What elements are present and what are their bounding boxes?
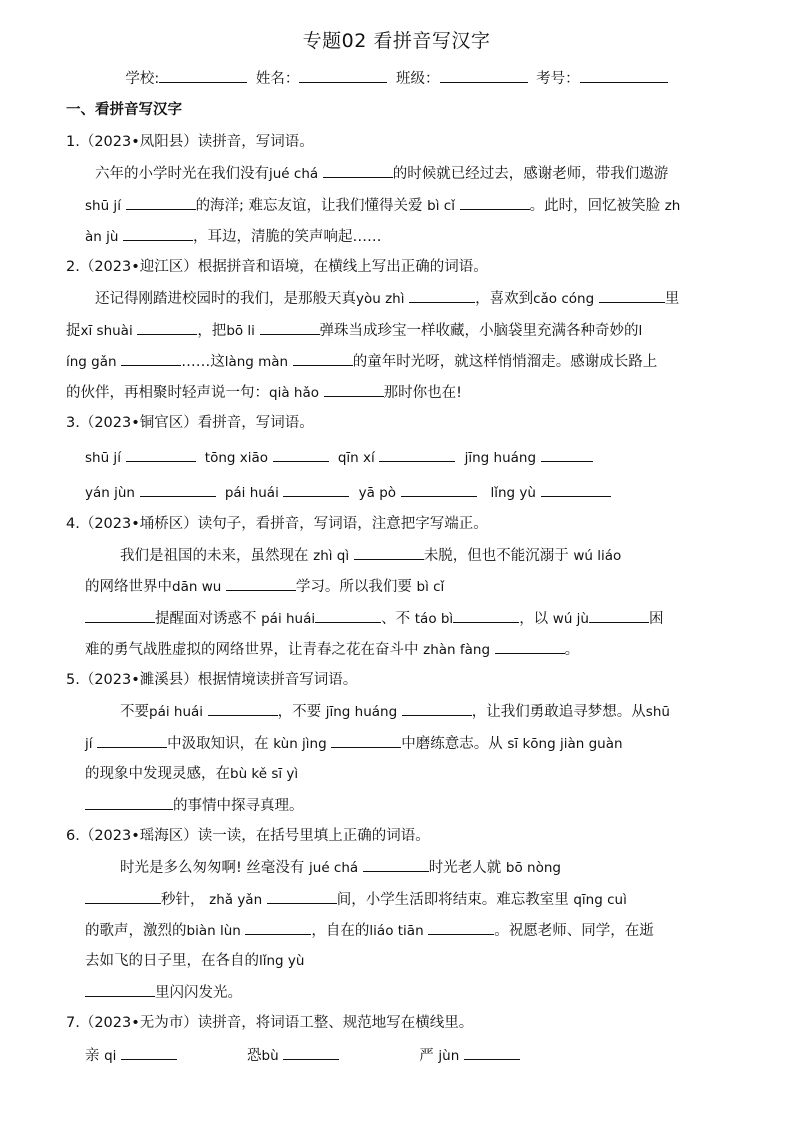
q5-line-4 <box>85 795 730 816</box>
pinyin: jué chá <box>269 166 319 182</box>
answer-blank[interactable] <box>208 701 278 716</box>
answer-blank[interactable] <box>363 857 429 872</box>
q6-line-2 <box>85 889 730 910</box>
q5-heading: 5.（2023•濉溪县）根据情境读拼音写词语。 <box>66 672 358 688</box>
answer-blank[interactable] <box>331 733 401 748</box>
pinyin: pái huái <box>261 611 316 627</box>
pinyin: íng gǎn <box>66 354 117 370</box>
answer-blank[interactable] <box>226 576 296 591</box>
pinyin: qīng cuì <box>573 892 627 908</box>
pinyin: bì cǐ <box>427 198 455 214</box>
pinyin: zhǎ yǎn <box>209 892 263 908</box>
q2-line-4 <box>66 382 730 403</box>
text: 的时候就已经过去，感谢老师，带我们遨游 <box>392 166 669 182</box>
text: 的童年时光呀，就这样悄悄溜走。感谢成长路上 <box>352 354 658 370</box>
answer-blank[interactable] <box>599 288 665 303</box>
text: 。祝愿老师、同学，在逝 <box>494 923 654 939</box>
char: 亲 <box>85 1048 100 1064</box>
q2-line-3 <box>66 351 730 372</box>
answer-blank[interactable] <box>245 920 311 935</box>
answer-blank[interactable] <box>97 733 167 748</box>
school-blank[interactable] <box>159 68 247 83</box>
answer-blank[interactable] <box>453 608 519 623</box>
exam-number-blank[interactable] <box>580 68 668 83</box>
q1-line-3 <box>85 226 730 247</box>
answer-blank[interactable] <box>293 351 353 366</box>
answer-blank[interactable] <box>460 195 530 210</box>
q5-line-2 <box>85 733 730 754</box>
q4-line-1 <box>120 545 730 566</box>
text: 的海洋; 难忘友谊，让我们懂得关爱 <box>195 198 423 214</box>
school-label: 学校: <box>125 71 160 87</box>
text: 学习。所以我们要 <box>295 579 412 595</box>
pinyin: qīn xí <box>337 450 375 466</box>
answer-blank[interactable] <box>85 982 155 997</box>
answer-blank[interactable] <box>409 288 475 303</box>
pinyin: qi <box>104 1048 117 1064</box>
text: 的网络世界中 <box>85 579 172 595</box>
text: 、不 <box>381 611 411 627</box>
answer-blank[interactable] <box>121 1045 177 1060</box>
q4-heading: 4.（2023•埇桥区）读句子，看拼音，写词语，注意把字写端正。 <box>66 516 488 532</box>
pinyin: jīng huáng <box>464 450 537 466</box>
class-field <box>396 68 528 89</box>
text: ，喜欢到 <box>475 291 534 307</box>
page-title: 专题02 看拼音写汉字 <box>302 30 491 52</box>
answer-blank[interactable] <box>85 889 161 904</box>
pinyin: shū <box>645 704 670 720</box>
text: 中磨练意志。从 <box>401 736 503 752</box>
q4-line-3 <box>85 608 730 629</box>
q6-line-5 <box>85 982 730 1003</box>
pinyin: zhì qì <box>313 548 350 564</box>
answer-blank[interactable] <box>123 226 193 241</box>
q6-line-1 <box>120 857 730 878</box>
pinyin: táo bì <box>414 611 454 627</box>
q5-line-1 <box>120 701 730 722</box>
text: 的歌声，激烈的 <box>85 923 187 939</box>
pinyin: xī shuài <box>80 323 133 339</box>
q2-line-2 <box>66 320 730 341</box>
q1-line-2 <box>85 195 730 216</box>
class-blank[interactable] <box>440 68 528 83</box>
pinyin: dān wu <box>172 579 222 595</box>
pinyin: sī kōng jiàn guàn <box>507 736 623 752</box>
answer-blank[interactable] <box>85 608 155 623</box>
text: ，耳边，清脆的笑声响起…… <box>193 229 382 245</box>
text: 中汲取知识，在 <box>167 736 269 752</box>
answer-blank[interactable] <box>121 351 181 366</box>
char: 恐 <box>247 1048 262 1064</box>
text: 捉 <box>66 323 81 339</box>
q6-line-4 <box>85 951 730 971</box>
pinyin: bù kě sī yì <box>230 766 299 782</box>
pinyin: qià hǎo <box>269 385 319 401</box>
q3-row-1 <box>85 447 730 468</box>
text: 未脱，但也不能沉溺于 <box>423 548 569 564</box>
pinyin: jīng huáng <box>325 704 398 720</box>
text: 那时你也在! <box>383 385 462 401</box>
class-label: 班级： <box>396 71 440 87</box>
answer-blank[interactable] <box>354 545 424 560</box>
answer-blank[interactable] <box>283 482 349 497</box>
pinyin: bì cǐ <box>416 579 445 595</box>
pinyin: shū jí <box>85 450 121 466</box>
pinyin: lǐng yù <box>259 953 305 969</box>
answer-blank[interactable] <box>267 889 337 904</box>
answer-blank[interactable] <box>126 447 196 462</box>
text: 弹珠当成珍宝一样收藏，小脑袋里充满各种奇妙的 <box>319 323 639 339</box>
answer-blank[interactable] <box>402 701 472 716</box>
q4-line-4 <box>85 639 730 660</box>
pinyin: zhàn fàng <box>423 642 491 658</box>
q6-heading: 6.（2023•瑶海区）读一读，在括号里填上正确的词语。 <box>66 828 430 844</box>
name-field <box>256 68 388 89</box>
pinyin: jué chá <box>309 860 359 876</box>
pinyin: yán jùn <box>85 485 135 501</box>
text: 我们是祖国的未来，虽然现在 <box>120 548 309 564</box>
pinyin: àn jù <box>85 229 119 245</box>
pinyin: bō nòng <box>505 860 561 876</box>
answer-blank[interactable] <box>541 482 611 497</box>
answer-blank[interactable] <box>589 608 649 623</box>
answer-blank[interactable] <box>137 320 197 335</box>
name-label: 姓名： <box>255 71 300 87</box>
pinyin: shū jí <box>85 198 121 214</box>
pinyin: jí <box>85 736 93 752</box>
text: 。此时，回忆被笑脸 <box>529 198 661 214</box>
q7-item-1 <box>85 1048 177 1064</box>
pinyin: zh <box>664 198 681 214</box>
text: 的事情中探寻真理。 <box>173 798 304 814</box>
answer-blank[interactable] <box>428 920 494 935</box>
text: 的伙伴，再相聚时轻声说一句： <box>66 385 269 401</box>
section-heading: 一、看拼音写汉字 <box>66 102 182 118</box>
q2-heading: 2.（2023•迎江区）根据拼音和语境，在横线上写出正确的词语。 <box>66 259 488 275</box>
text: 里闪闪发光。 <box>155 985 242 1001</box>
text: 提醒面对诱惑不 <box>155 611 257 627</box>
text: ，不要 <box>277 704 322 720</box>
text: 难的勇气战胜虚拟的网络世界，让青春之花在奋斗中 <box>85 642 419 658</box>
text: ，把 <box>197 323 227 339</box>
text: ，让我们勇敢追寻梦想。从 <box>471 704 646 720</box>
text: 的现象中发现灵感，在 <box>85 766 230 782</box>
answer-blank[interactable] <box>495 639 565 654</box>
answer-blank[interactable] <box>140 482 216 497</box>
answer-blank[interactable] <box>464 1045 520 1060</box>
answer-blank[interactable] <box>260 320 320 335</box>
pinyin: bō li <box>226 323 255 339</box>
text: ，以 <box>519 611 549 627</box>
answer-blank[interactable] <box>541 447 593 462</box>
pinyin: tōng xiāo <box>204 450 269 466</box>
q6-line-3 <box>85 920 730 941</box>
answer-blank[interactable] <box>126 195 196 210</box>
answer-blank[interactable] <box>401 482 477 497</box>
student-info-row <box>0 68 793 89</box>
pinyin: làng màn <box>224 354 289 370</box>
pinyin: wú liáo <box>573 548 622 564</box>
pinyin: pái huái <box>149 704 204 720</box>
answer-blank[interactable] <box>323 163 393 178</box>
text: 时光老人就 <box>428 860 502 876</box>
pinyin: jùn <box>438 1048 460 1064</box>
text: 。 <box>564 642 580 658</box>
exam-number-field <box>536 68 668 89</box>
answer-blank[interactable] <box>324 382 384 397</box>
text: 不要 <box>120 704 149 720</box>
pinyin: bù <box>261 1048 279 1064</box>
pinyin: kùn jìng <box>273 736 327 752</box>
answer-blank[interactable] <box>85 795 173 810</box>
pinyin: wú jù <box>552 611 589 627</box>
pinyin: yòu zhì <box>356 291 405 307</box>
pinyin: liáo tiān <box>369 923 424 939</box>
q2-line-1 <box>95 288 730 309</box>
exam-number-label: 考号： <box>536 71 580 87</box>
answer-blank[interactable] <box>283 1045 339 1060</box>
q7-item-2 <box>247 1048 339 1064</box>
school-field <box>125 68 247 89</box>
pinyin: yā pò <box>358 485 397 501</box>
q3-row-2 <box>85 482 730 503</box>
name-blank[interactable] <box>299 68 387 83</box>
text: 里 <box>664 291 680 307</box>
answer-blank[interactable] <box>379 447 455 462</box>
text: 间，小学生活即将结束。难忘教室里 <box>336 892 569 908</box>
q3-heading: 3.（2023•铜官区）看拼音，写词语。 <box>66 415 314 431</box>
text: 六年的小学时光在我们没有 <box>95 166 269 182</box>
q1-heading: 1.（2023•凤阳县）读拼音，写词语。 <box>66 134 314 150</box>
pinyin: biàn lùn <box>186 923 241 939</box>
q7-item-3 <box>419 1048 520 1064</box>
answer-blank[interactable] <box>315 608 381 623</box>
text: ……这 <box>181 354 225 370</box>
q5-line-3 <box>85 764 730 784</box>
pinyin: cǎo cóng <box>533 291 595 307</box>
q7-heading: 7.（2023•无为市）读拼音，将词语工整、规范地写在横线里。 <box>66 1015 474 1031</box>
text: 时光是多么匆匆啊! 丝毫没有 <box>120 860 305 876</box>
text: 秒针， <box>161 892 205 908</box>
text: 去如飞的日子里，在各自的 <box>85 953 259 969</box>
answer-blank[interactable] <box>273 447 329 462</box>
q4-line-2 <box>85 576 730 597</box>
pinyin: pái huái <box>224 485 279 501</box>
text: ，自在的 <box>311 923 370 939</box>
q1-line-1 <box>95 163 730 184</box>
char: 严 <box>419 1048 434 1064</box>
pinyin: lǐng yù <box>490 485 536 501</box>
pinyin: l <box>638 323 643 339</box>
q7-row <box>85 1045 730 1066</box>
text: 困 <box>649 611 664 627</box>
text: 还记得刚踏进校园时的我们，是那般天真 <box>95 291 356 307</box>
